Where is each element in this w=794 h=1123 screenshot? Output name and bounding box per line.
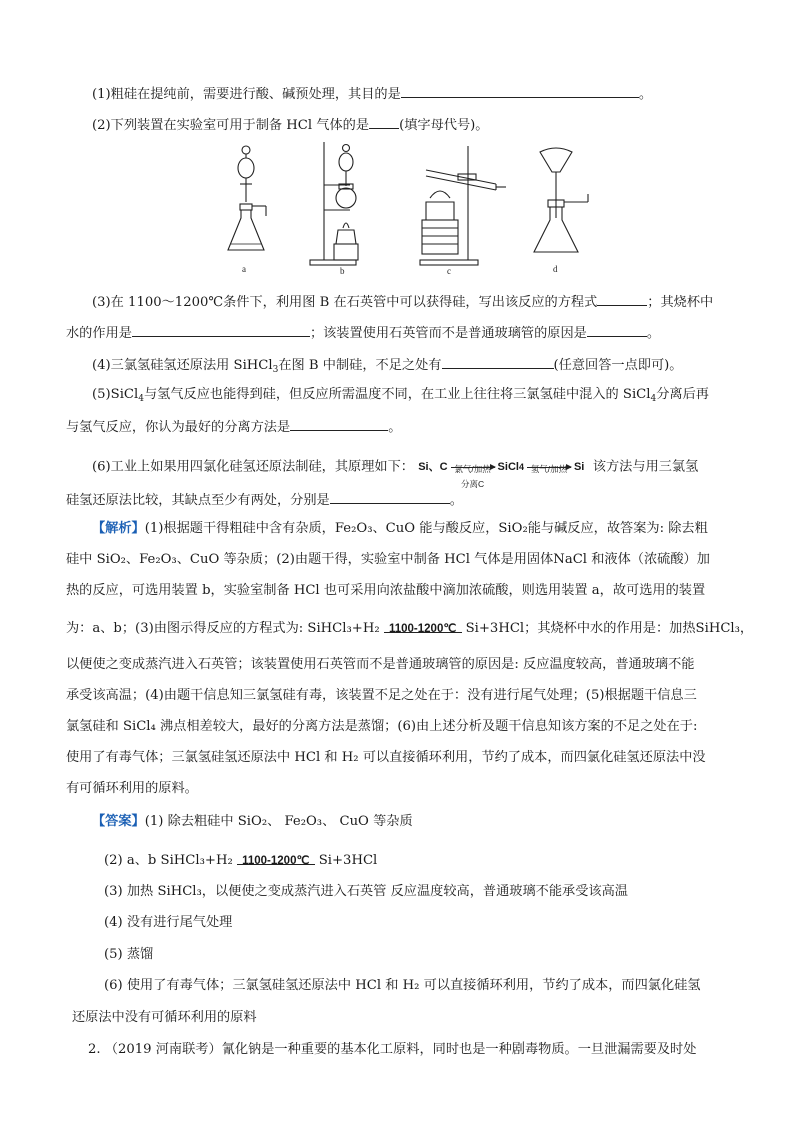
q1-end: 。 [638,87,652,102]
q6-text-2: 硅氢还原法比较，其缺点至少有两处，分别是 [66,493,330,508]
apparatus-d [534,148,588,252]
analysis-line-4 [66,614,753,644]
answer-blank[interactable] [597,290,647,306]
reaction-condition-bar [237,848,315,874]
question-4 [92,353,682,380]
answer-blank[interactable] [401,82,639,98]
scheme-arrow-1 [451,454,495,489]
analysis-text: 以便使之变成蒸汽进入石英管；该装置使用石英管而不是普通玻璃管的原因是: 反应温度较高，普通玻璃不能 [66,657,695,672]
answer-blank[interactable] [132,321,310,337]
q6-text-after: 该方法与用三氯氢 [592,459,699,475]
question-6-line-1 [92,452,699,489]
answer-text: 还原法中没有可循环利用的原料 [72,1010,257,1025]
analysis-line-1 [92,519,708,539]
answer-line-7 [72,1008,257,1028]
apparatus-drawing [200,140,620,280]
q3-text-2b: ；该装置使用石英管而不是普通玻璃管的原因是 [309,326,587,341]
q3-text: (3)在 1100～1200℃条件下，利用图 B 在石英管中可以获得硅，写出该反应的方程式 [92,295,598,310]
arrow-1-bottom: 分离C [460,479,485,489]
reaction-condition: 1100-1200℃ [242,854,310,867]
label-d: d [553,264,558,274]
question-1 [92,82,652,105]
answer-blank[interactable] [330,488,450,504]
q5-end: 。 [388,420,402,435]
scheme-arrow-2 [527,454,571,480]
reaction-condition: 1100-1200℃ [388,622,457,635]
scheme-end: Si [573,461,585,473]
question-6-line-2 [66,488,463,511]
next-question-text: 2. （2019 河南联考）氰化钠是一种重要的基本化工原料，同时也是一种剧毒物质。一旦泄漏需要及时处 [88,1042,697,1057]
question-3-line-1 [92,290,713,313]
arrow-1-top: 氯气/加热 [454,464,491,474]
q2-end: (填字母代号)。 [399,118,489,133]
analysis-text: 为：a、b；(3)由图示得反应的方程式为: SiHCl₃+H₂ [66,621,380,636]
apparatus-figure [200,140,620,280]
answer-line-4 [104,913,232,933]
question-5-line-1 [92,385,709,409]
arrow-2-top: 氢气/加热 [530,464,568,474]
analysis-tag: 【解析】 [92,521,145,536]
analysis-line-3 [66,581,705,601]
analysis-text: Si+3HCl；其烧杯中水的作用是：加热SiHCl₃， [465,621,754,636]
q5-text-b: 与氢气反应也能得到硅，但反应所需温度不同，在工业上往往将三氯氢硅中混入的 SiCl [143,387,651,402]
analysis-text: 氯氢硅和 SiCl₄ 沸点相差较大，最好的分离方法是蒸馏；(6)由上述分析及题干信息知该方案的不足之处在于: [66,719,698,734]
answer-text: (5) 蒸馏 [104,947,154,962]
question-2 [92,113,488,136]
answer-text: (1) 除去粗硅中 SiO₂、 Fe₂O₃、 CuO 等杂质 [144,814,413,829]
scheme-mid-sub: 4 [518,462,524,472]
analysis-line-7 [66,717,697,737]
q5-text-2: 与氢气反应，你认为最好的分离方法是 [66,420,291,435]
question-3-line-2 [66,321,660,344]
analysis-line-2 [66,550,710,570]
answer-blank[interactable] [369,113,399,129]
label-a: a [242,264,246,274]
analysis-line-8 [66,748,706,768]
label-b: b [340,266,345,276]
answer-line-2 [104,846,377,876]
analysis-text: 使用了有毒气体；三氯氢硅氢还原法中 HCl 和 H₂ 可以直接循环利用，节约了成本，而四氯化硅氢还原法中没 [66,750,706,765]
answer-text: (3) 加热 SiHCl₃，以便使之变成蒸汽进入石英管 反应温度较高，普通玻璃不能承受该高温 [104,884,628,899]
q5-text-c: 分离后再 [656,387,709,402]
q4-text-b: 在图 B 中制硅，不足之处有 [278,358,442,373]
analysis-text: 硅中 SiO₂、Fe₂O₃、CuO 等杂质；(2)由题干得，实验室中制备 HCl 气体是用固体NaCl 和液体（浓硫酸）加 [66,552,710,567]
answer-line-3 [104,882,628,902]
answer-text: Si+3HCl [318,853,378,868]
answer-line-1 [92,812,413,832]
analysis-line-5 [66,655,694,675]
next-question [88,1040,696,1060]
label-c: c [447,266,451,276]
scheme-mid: SiCl [497,461,519,473]
apparatus-c [420,146,506,265]
q1-text: (1)粗硅在提纯前，需要进行酸、碱预处理，其目的是 [92,87,401,102]
answer-text: (6) 使用了有毒气体；三氯氢硅氢还原法中 HCl 和 H₂ 可以直接循环利用，节约了成本，而四氯化硅氢 [104,978,701,993]
q5-text-a: (5)SiCl [92,387,139,402]
q6-text-a: (6)工业上如果用四氯化硅氢还原法制硅，其原理如下： [92,459,414,475]
analysis-line-9 [66,779,198,799]
q6-end: 。 [449,493,463,508]
q4-end: (任意回答一点即可)。 [553,358,683,373]
answer-blank[interactable] [290,415,388,431]
q2-text: (2)下列装置在实验室可用于制备 HCl 气体的是 [92,118,370,133]
answer-blank[interactable] [587,321,647,337]
apparatus-a [228,146,266,250]
scheme-start: Si、C [418,461,448,473]
answer-tag: 【答案】 [92,814,145,829]
analysis-text: 有可循环利用的原料。 [66,781,198,796]
reaction-scheme [418,452,585,489]
q5-sub: 4 [138,394,144,404]
analysis-text: 热的反应，可选用装置 b，实验室制备 HCl 也可采用向浓盐酸中滴加浓硫酸，则选用装置 a，故可选用的装置 [66,583,706,598]
answer-line-6 [104,976,701,996]
q3-text-end: ；其烧杯中 [647,295,714,310]
analysis-text: 承受该高温；(4)由题干信息知三氯氢硅有毒，该装置不足之处在于：没有进行尾气处理；(5)根据题干信息三 [66,688,697,703]
answer-text: (4) 没有进行尾气处理 [104,915,233,930]
q4-text-a: (4)三氯氢硅氢还原法用 SiHCl [92,358,273,373]
analysis-line-6 [66,686,697,706]
q5-sub-2: 4 [650,394,657,404]
answer-line-5 [104,945,153,965]
reaction-condition-bar [384,616,462,642]
q3-text-2a: 水的作用是 [66,326,132,341]
answer-blank[interactable] [442,353,554,369]
question-5-line-2 [66,415,401,438]
q4-sub: 3 [272,365,279,375]
q3-text-2-end: 。 [646,326,661,341]
answer-text: (2) a、b SiHCl₃+H₂ [104,853,233,868]
analysis-text: (1)根据题干得粗硅中含有杂质，Fe₂O₃、CuO 能与酸反应，SiO₂能与碱反应，故答案为: 除去粗 [144,521,708,536]
apparatus-b [310,142,358,265]
